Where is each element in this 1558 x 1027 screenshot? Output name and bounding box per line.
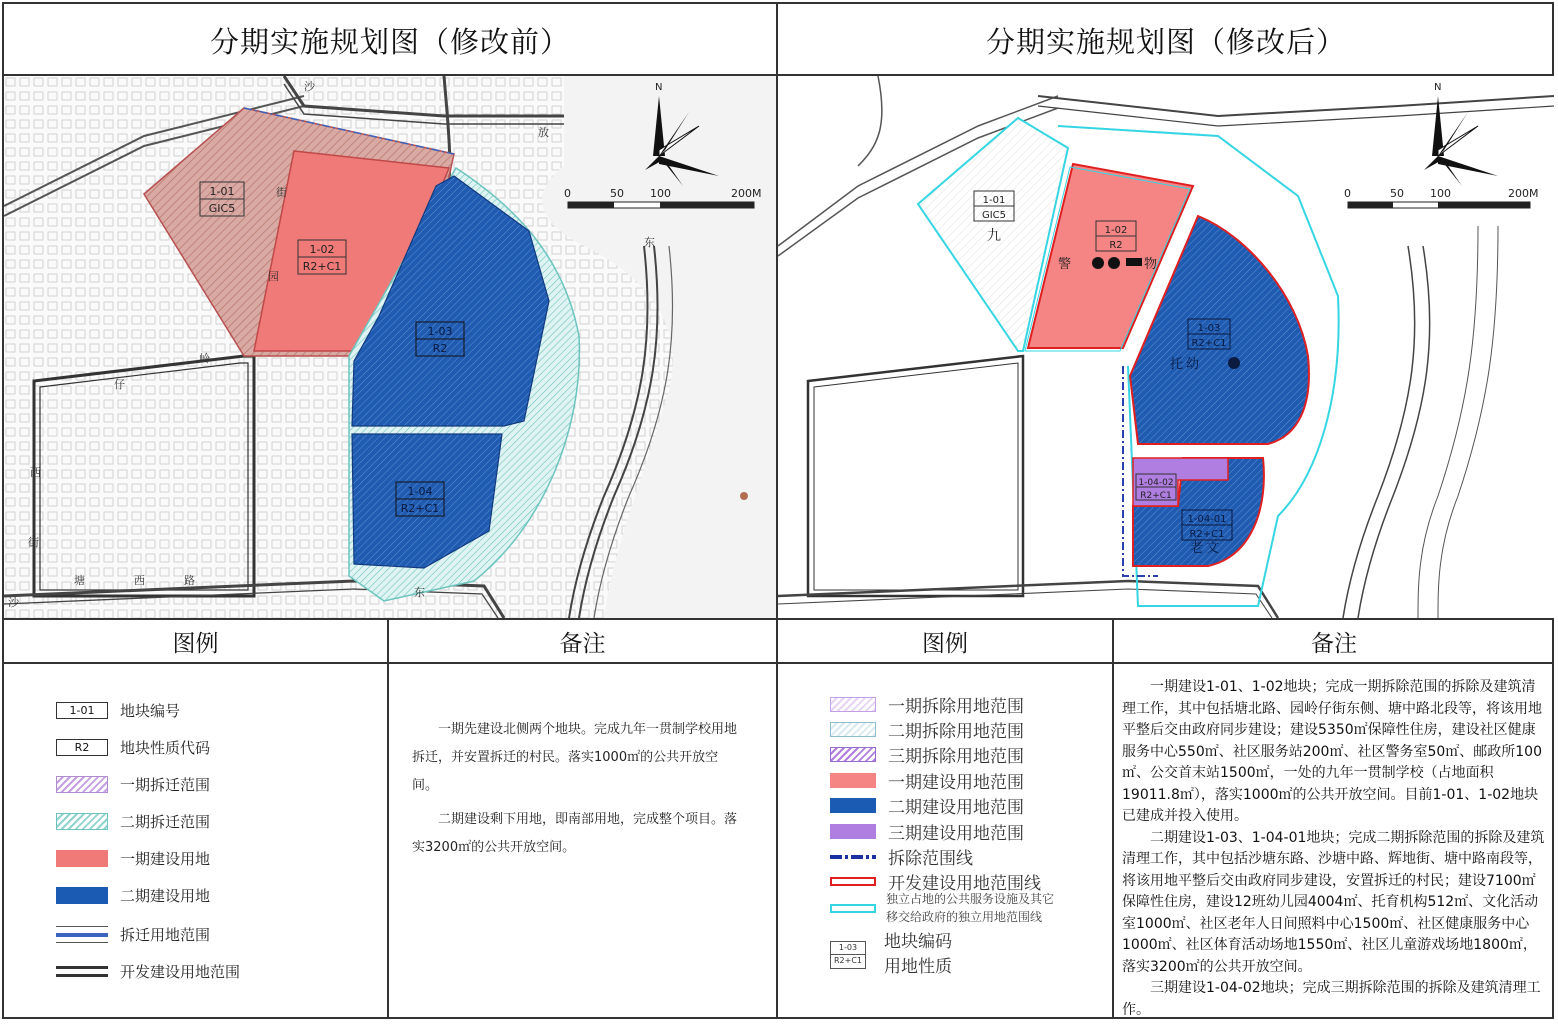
legend-label: 一期拆除用地范围 [888, 697, 1024, 717]
legend-item [830, 742, 1024, 767]
legend-swatch [56, 887, 108, 904]
legend-item [830, 844, 973, 869]
legend-swatch [56, 776, 108, 793]
legend-item [830, 793, 1024, 818]
left-parcel-1-02-id: 1-02 [309, 243, 335, 256]
svg-text:托: 托 [1170, 357, 1184, 372]
svg-text:N: N [655, 82, 663, 93]
legend-label: 一期拆迁范围 [120, 776, 211, 794]
note-paragraph: 三期建设1-04-02地块；完成三期拆除范围的拆除及建筑清理工作。 [1122, 980, 1541, 1018]
svg-text:50: 50 [1390, 187, 1404, 200]
left-parcel-1-03-use: R2 [432, 342, 448, 355]
label-jiu: 九 [987, 228, 1001, 244]
legend-label: 地块编码 [884, 932, 952, 952]
right-legend-header: 图例 [922, 630, 968, 657]
note-paragraph: 一期先建设北侧两个地块。完成九年一贯制学校用地拆迁，并安置拆迁的村民。落实1000㎡的公共开放空间。 [412, 722, 738, 793]
right-title: 分期实施规划图（修改后） [985, 24, 1346, 59]
note-paragraph: 二期建设1-03、1-04-01地块；完成二期拆除范围的拆除及建筑清理工作，其中包括沙塘东路、沙塘中路、辉地街、塘中路南段等，将该用地平整后交由政府同步建设，安置拆迁的村民；建设7100㎡保障性住房，建设12班幼儿园4004㎡、托育机构512㎡、文化活动室1000㎡、社区老年人日间照料中心1500㎡、社区健康服务中心1000㎡、社区体育活动场地1550㎡、社区儿童游戏场地1800㎡，落实3200㎡的公共开放空间。 [1122, 829, 1545, 975]
legend-item [56, 774, 210, 795]
left-legend [4, 664, 387, 1016]
right-parcel-1-03-id: 1-03 [1197, 323, 1221, 334]
road-char: 东 [644, 236, 655, 249]
left-title: 分期实施规划图（修改前） [209, 24, 570, 59]
svg-text:100: 100 [650, 187, 671, 200]
right-parcel-1-03-use: R2+C1 [1191, 338, 1227, 349]
legend-swatch [830, 798, 876, 813]
legend-swatch [830, 722, 876, 737]
right-map[interactable] [778, 76, 1554, 618]
svg-text:幼: 幼 [1186, 357, 1200, 372]
right-parcel-1-01-use: GIC5 [981, 210, 1007, 221]
legend-swatch [830, 824, 876, 839]
legend-swatch: 1-03 R2+C1 [830, 941, 866, 969]
right-parcel-1-04-01-use: R2+C1 [1189, 529, 1225, 540]
legend-item [56, 961, 240, 982]
legend-swatch [56, 850, 108, 867]
legend-label: 三期拆除用地范围 [888, 747, 1024, 767]
legend-label: 二期拆迁范围 [120, 813, 211, 831]
right-notes [1122, 677, 1546, 1021]
road-char: 沙 [304, 80, 315, 93]
road-char: 东 [414, 586, 425, 599]
note-paragraph: 一期建设1-01、1-02地块；完成一期拆除范围的拆除及建筑清理工作，其中包括塘北路、园岭仔街东侧、塘中路北段等，将该用地平整后交由政府同步建设；建设5350㎡保障性住房，建设社区健康服务中心550㎡、社区服务站200㎡、社区警务室50㎡、邮政所100㎡、公交首末站1500㎡，一处的九年一贯制学校（占地面积19011.8㎡），落实1000㎡的公共开放空间。目前1-01、1-02地块已建成并投入使用。 [1122, 679, 1542, 824]
legend-label: 开发建设用地范围 [120, 963, 241, 981]
legend-swatch [830, 697, 876, 712]
legend-swatch [830, 773, 876, 788]
legend-item [830, 768, 1024, 793]
svg-text:0: 0 [564, 187, 571, 200]
svg-text:0: 0 [1344, 187, 1351, 200]
road-char: 岭 [199, 352, 210, 365]
left-legend-header: 图例 [172, 630, 219, 657]
right-legend-divider [1112, 618, 1114, 1019]
svg-text:文: 文 [1206, 541, 1220, 556]
legend-label: 三期建设用地范围 [888, 824, 1024, 844]
legend-swatch [56, 813, 108, 830]
legend-item [830, 890, 1054, 926]
legend-item [830, 930, 952, 980]
road-char: 西 [30, 466, 41, 479]
legend-label: 一期建设用地 [120, 850, 211, 868]
right-notes-header: 备注 [1311, 630, 1357, 657]
left-parcel-1-04-id: 1-04 [407, 485, 433, 498]
left-parcel-1-01-use: GIC5 [208, 202, 236, 215]
right-parcel-1-04-01-id: 1-04-01 [1187, 514, 1227, 525]
legend-swatch [56, 926, 108, 943]
legend-item [56, 924, 210, 945]
legend-swatch [830, 877, 876, 886]
left-notes [412, 716, 742, 868]
road-char: 仔 [114, 378, 125, 391]
right-parcel-1-02-use: R2 [1109, 240, 1123, 251]
right-legend [778, 664, 1112, 1016]
left-parcel-1-03-id: 1-03 [427, 325, 453, 338]
legend-label: 二期拆除用地范围 [888, 722, 1024, 742]
road-char: 沙 [8, 596, 19, 609]
svg-text:警: 警 [1058, 257, 1072, 272]
svg-text:50: 50 [610, 187, 624, 200]
road-char: 西 [134, 574, 145, 587]
left-parcel-1-04-use: R2+C1 [400, 502, 440, 515]
legend-item [56, 885, 210, 906]
right-parcel-1-02-id: 1-02 [1104, 225, 1128, 236]
legend-label: 移交给政府的独立用地范围线 [886, 910, 1043, 924]
legend-label: 拆迁用地范围 [120, 926, 211, 944]
road-char: 街 [28, 536, 39, 549]
legend-swatch [830, 747, 876, 762]
legend-swatch [56, 966, 108, 977]
legend-swatch [830, 904, 876, 913]
road-char: 路 [184, 574, 195, 587]
svg-text:N: N [1434, 82, 1442, 93]
left-parcel-1-02-use: R2+C1 [302, 260, 342, 273]
legend-item [830, 819, 1024, 844]
right-parcel-1-04-02-id: 1-04-02 [1138, 478, 1174, 488]
legend-label: 二期建设用地 [120, 887, 211, 905]
road-char: 塘 [74, 574, 85, 587]
right-parcel-1-04-02-use: R2+C1 [1140, 491, 1172, 501]
left-notes-header: 备注 [559, 630, 606, 657]
left-parcel-1-01-id: 1-01 [209, 185, 235, 198]
road-char: 放 [538, 126, 549, 139]
svg-text:物: 物 [1144, 257, 1158, 272]
legend-item [56, 700, 180, 721]
right-map-svg [778, 76, 1554, 618]
legend-item [830, 717, 1024, 742]
legend-item [56, 848, 210, 869]
left-legend-divider [387, 618, 389, 1019]
legend-label: 开发建设用地范围线 [888, 874, 1041, 894]
road-char: 园 [268, 270, 279, 283]
road-char: 街 [276, 186, 287, 199]
legend-label: 用地性质 [884, 957, 952, 977]
legend-label: 地块编号 [120, 702, 181, 720]
legend-swatch: R2 [56, 739, 108, 756]
left-map[interactable] [4, 76, 776, 618]
legend-label: 二期建设用地范围 [888, 798, 1024, 818]
left-map-svg [4, 76, 776, 618]
svg-text:100: 100 [1430, 187, 1451, 200]
legend-swatch [830, 855, 876, 859]
legend-label: 拆除范围线 [888, 849, 973, 869]
svg-text:200M: 200M [731, 187, 762, 200]
legend-label: 地块性质代码 [120, 739, 211, 757]
svg-text:老: 老 [1190, 541, 1204, 556]
legend-label: 一期建设用地范围 [888, 773, 1024, 793]
legend-item [56, 737, 210, 758]
legend-swatch: 1-01 [56, 702, 108, 719]
note-paragraph: 二期建设剩下用地，即南部用地，完成整个项目。落实3200㎡的公共开放空间。 [412, 812, 738, 855]
right-parcel-1-01-id: 1-01 [982, 195, 1006, 206]
svg-text:200M: 200M [1508, 187, 1539, 200]
legend-label: 独立占地的公共服务设施及其它 [886, 892, 1055, 906]
legend-item [830, 692, 1024, 717]
legend-item [56, 811, 210, 832]
